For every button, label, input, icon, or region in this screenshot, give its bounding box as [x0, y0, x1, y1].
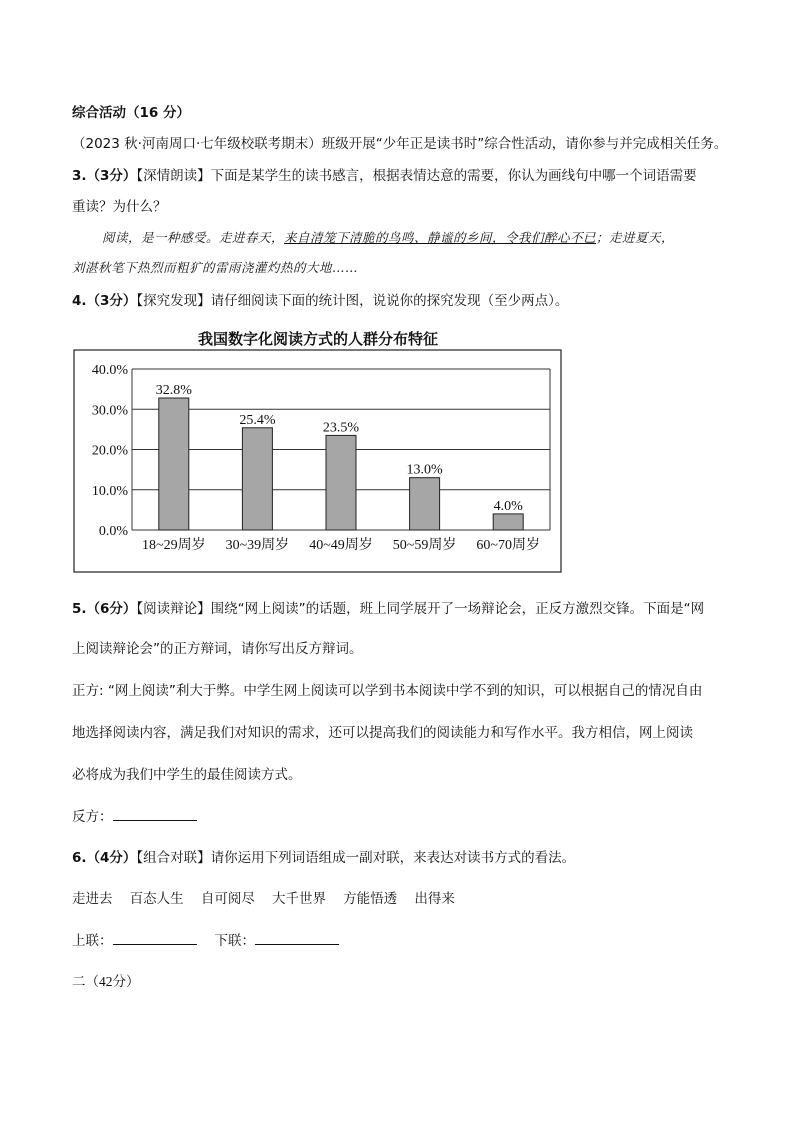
- bar: [242, 428, 272, 530]
- q5-number: 5.（6分）: [72, 601, 137, 617]
- bar-value-label: 32.8%: [155, 382, 192, 398]
- x-tick-label: 60~70周岁: [476, 538, 540, 553]
- bar-value-label: 23.5%: [322, 420, 360, 436]
- q6-words: 走进去 百态人生 自可阅尽 大千世界 方能悟透 出得来: [72, 891, 455, 907]
- q3-passage-line1: [102, 228, 674, 246]
- con-label: 反方：: [72, 809, 113, 825]
- y-tick-label: 40.0%: [91, 363, 128, 378]
- y-tick-label: 20.0%: [91, 443, 128, 459]
- bar-value-label: 4.0%: [493, 498, 523, 514]
- bar: [493, 514, 523, 530]
- q3-number: 3.（3分）: [72, 168, 137, 184]
- q3-line1: [72, 164, 697, 184]
- passage-post: ；走进夏天，: [596, 230, 675, 245]
- q6-line: [72, 846, 575, 866]
- upper-answer-blank[interactable]: [113, 932, 197, 945]
- q5-tag: 【阅读辩论】: [136, 601, 211, 617]
- q5-line2: 上阅读辩论会”的正方辩词，请你写出反方辩词。: [72, 641, 363, 657]
- chart-title: 我国数字化阅读方式的人群分布特征: [197, 330, 438, 348]
- q5-text: 围绕“网上阅读”的话题，班上同学展开了一场辩论会，正反方激烈交锋。下面是“网: [210, 601, 705, 617]
- q6-tag: 【组合对联】: [136, 850, 211, 866]
- y-tick-label: 10.0%: [91, 483, 128, 499]
- q3-passage-line2: 刘湛秋笔下热烈而粗犷的雷雨浇灌灼热的大地……: [72, 260, 359, 275]
- x-tick-label: 50~59周岁: [392, 538, 457, 553]
- bar: [159, 398, 189, 530]
- q5-pro-line2: 地选择阅读内容，满足我们对知识的需求，还可以提高我们的阅读能力和写作水平。我方相信，网上阅读: [72, 725, 693, 741]
- upper-label: 上联：: [72, 933, 113, 949]
- q4-number: 4.（3分）: [72, 293, 137, 309]
- section-intro: （2023 秋·河南周口·七年级校联考期末）班级开展“少年正是读书时”综合性活动，请你参与并完成相关任务。: [72, 136, 728, 152]
- q3-tag: 【深情朗读】: [136, 168, 211, 184]
- q6-text: 请你运用下列词语组成一副对联，来表达对读书方式的看法。: [210, 850, 576, 866]
- q4-line: [72, 289, 568, 309]
- passage-pre: 阅读，是一种感受。走进春天，: [102, 230, 285, 245]
- q6-number: 6.（4分）: [72, 850, 137, 866]
- section-heading: 综合活动（16 分）: [72, 105, 190, 121]
- x-tick-label: 40~49周岁: [309, 538, 373, 553]
- part2-heading: 二（42分）: [72, 974, 140, 989]
- bar: [410, 478, 440, 530]
- q4-text: 请仔细阅读下面的统计图，说说你的探究发现（至少两点）。: [210, 293, 569, 309]
- bar-value-label: 25.4%: [239, 412, 276, 428]
- bar-value-label: 13.0%: [406, 462, 443, 478]
- lower-answer-blank[interactable]: [255, 932, 339, 945]
- q5-pro-line3: 必将成为我们中学生的最佳阅读方式。: [72, 767, 302, 783]
- q4-tag: 【探究发现】: [136, 293, 211, 309]
- chart-svg: [72, 322, 564, 576]
- x-tick-label: 18~29周岁: [142, 538, 206, 553]
- q3-line2: 重读？为什么？: [72, 199, 167, 215]
- con-answer-blank[interactable]: [113, 808, 197, 821]
- q5-con-line: [72, 805, 197, 825]
- lower-label: 下联：: [214, 933, 255, 949]
- q6-couplet-line: [72, 929, 339, 949]
- q3-text: 下面是某学生的读书感言，根据表情达意的需要，你认为画线句中哪一个词语需要: [210, 168, 697, 184]
- q5-line1: [72, 597, 704, 617]
- y-tick-label: 0.0%: [98, 524, 128, 539]
- bar: [326, 435, 356, 530]
- passage-underlined: 来自清笼下清脆的鸟鸣、静谧的乡间，令我们醉心不已: [284, 230, 597, 245]
- y-tick-label: 30.0%: [91, 403, 128, 419]
- bar-chart: [72, 322, 564, 576]
- x-tick-label: 30~39周岁: [225, 538, 290, 553]
- q5-pro-line1: 正方: “网上阅读”利大于弊。中学生网上阅读可以学到书本阅读中学不到的知识，可以根据自己的情况自由: [72, 683, 703, 699]
